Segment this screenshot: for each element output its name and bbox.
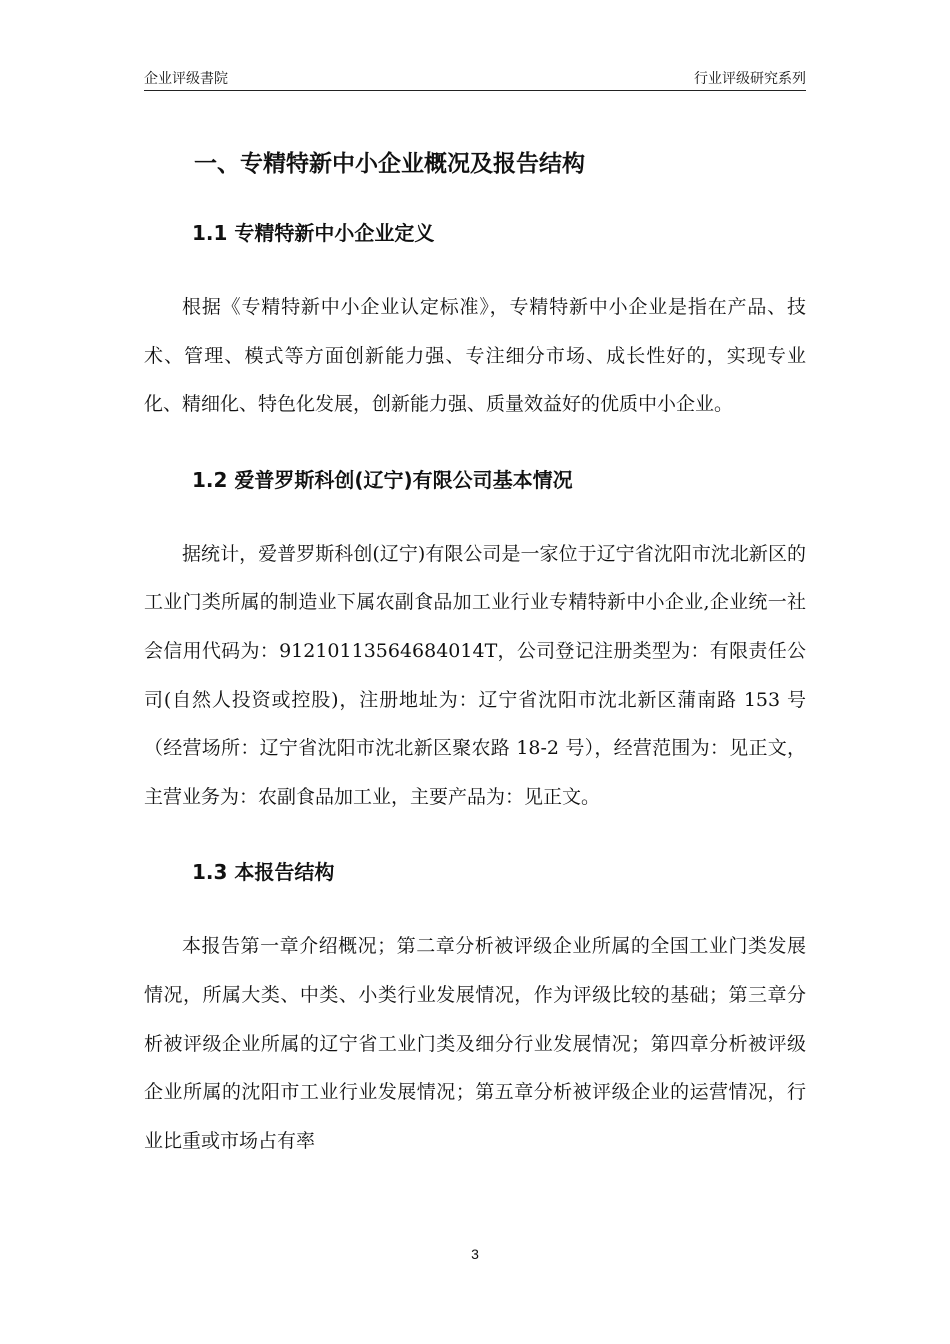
section-title-1-2: 1.2 爱普罗斯科创(辽宁)有限公司基本情况 — [192, 467, 573, 492]
section-title-1-3: 1.3 本报告结构 — [192, 860, 335, 885]
section-paragraph-1-2: 据统计，爱普罗斯科创(辽宁)有限公司是一家位于辽宁省沈阳市沈北新区的工业门类所属的制造业下属农副食品加工业行业专精特新中小企业,企业统一社会信用代码为：91210113564684014T，公司登记注册类型为：有限责任公司(自然人投资或控股)，注册地址为：辽宁省沈阳市沈北新区蒲南路 153 号（经营场所：辽宁省沈阳市沈北新区聚农路 18-2 号），经营范围为：见正文，主营业务为：农副食品加工业，主要产品为：见正文。 — [144, 542, 806, 808]
page-header — [144, 66, 806, 91]
header-series-title: 行业评级研究系列 — [694, 70, 806, 86]
section-title-1-1: 1.1 专精特新中小企业定义 — [192, 221, 435, 245]
chapter-title: 一、专精特新中小企业概况及报告结构 — [194, 151, 585, 177]
header-publisher: 企业评级書院 — [144, 70, 228, 86]
section-paragraph-1-1: 根据《专精特新中小企业认定标准》，专精特新中小企业是指在产品、技术、管理、模式等方面创新能力强、专注细分市场、成长性好的，实现专业化、精细化、特色化发展，创新能力强、质量效益好的优质中小企业。 — [144, 296, 806, 416]
section-paragraph-1-3: 本报告第一章介绍概况；第二章分析被评级企业所属的全国工业门类发展情况，所属大类、中类、小类行业发展情况，作为评级比较的基础；第三章分析被评级企业所属的辽宁省工业门类及细分行业发展情况；第四章分析被评级企业所属的沈阳市工业行业发展情况；第五章分析被评级企业的运营情况，行业比重或市场占有率 — [144, 935, 806, 1152]
document-body — [144, 140, 806, 1165]
page-number: 3 — [471, 1246, 479, 1262]
